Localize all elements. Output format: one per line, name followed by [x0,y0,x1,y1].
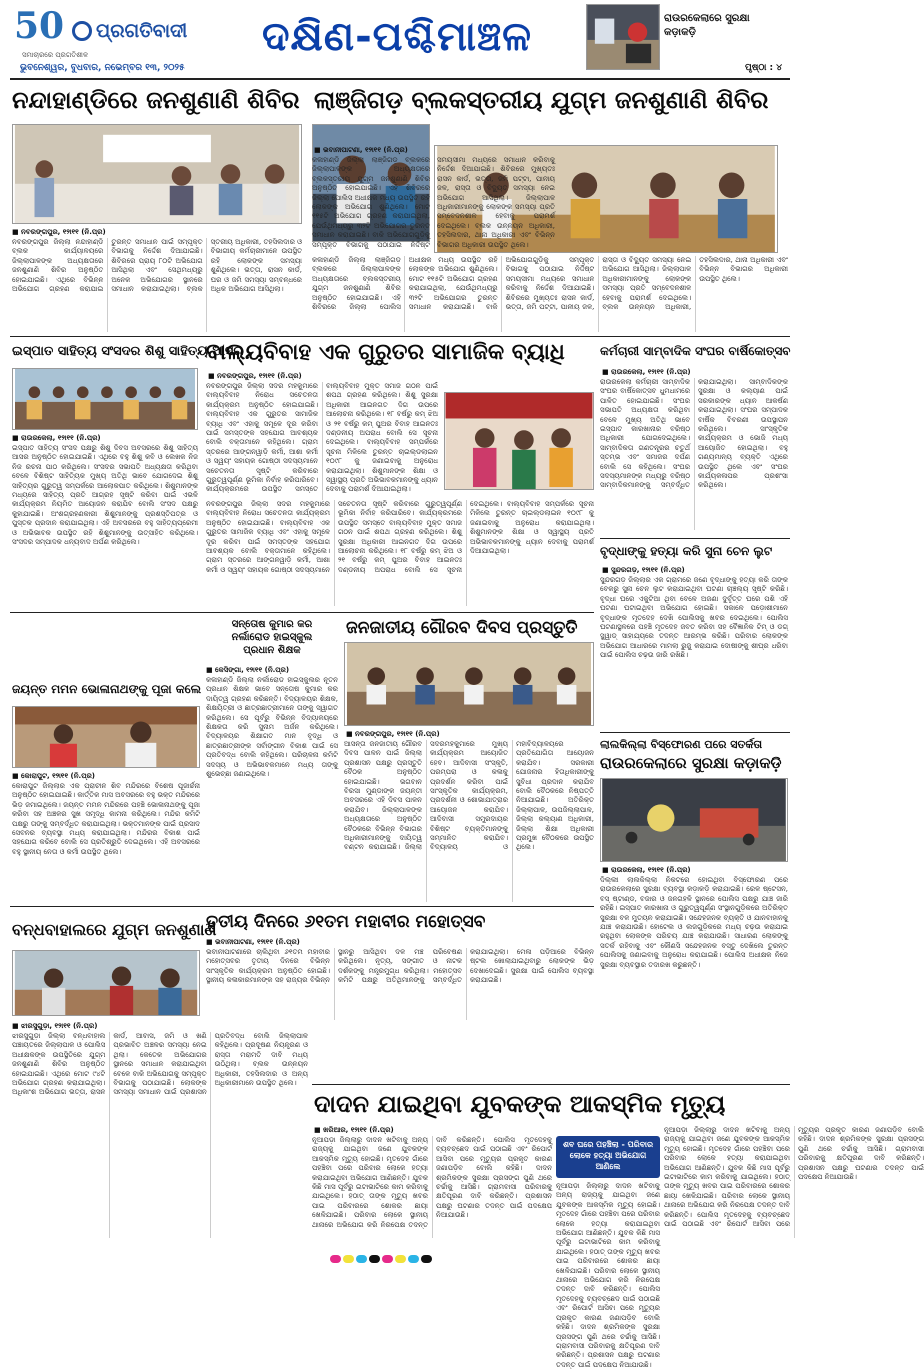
body-mahabir-mahotsav: ଭବାନୀପାଟଣାରେ ଚାଲିଥିବା ୬୧ତମ ମହାବୀର ମହୋତ୍ସବର ତୃତୀୟ ଦିନରେ ବିଭିନ୍ନ ସାଂସ୍କୃତିକ କାର୍ଯ୍ୟକ୍ରମ ଅନୁଷ୍ଠିତ ହୋଇଛି। ସ୍ଥାନୀୟ କଳାକାରମାନଙ୍କ ସହ ରାଜ୍ୟର ବିଭିନ୍ନ ସ୍ଥାନରୁ ଆସିଥିବା ଦଳ ମଞ୍ଚ ପରିବେଷଣ କରିଥିଲେ। ନୃତ୍ୟ, ସଙ୍ଗୀତ ଓ ନାଟକ ଦର୍ଶକଙ୍କୁ ମନ୍ତ୍ରମୁଗ୍ଧ କରିଥିଲା। ମହୋତ୍ସବ କମିଟି ପକ୍ଷରୁ ଅତିଥିମାନଙ୍କୁ ସମ୍ବର୍ଦ୍ଧିତ କରାଯାଇଥିଲା। ମେଳା ପଡ଼ିଆରେ ବିଭିନ୍ନ ଷ୍ଟଲ ଖୋଲାଯାଇଥିବାରୁ ଲୋକଙ୍କ ଭିଡ଼ ଦେଖାଦେଇଛି। ସୁରକ୍ଷା ପାଇଁ ପୋଲିସ ବ୍ୟବସ୍ଥା କରାଯାଇଛି। [206,948,594,985]
byline-sambadika-sangha: ■ ରାଉରକେଲା, ୧୨ା୧୧ (ନି.ପ୍ର) [602,368,691,376]
subheadline-lalkila: ରାଉରକେଲାରେ ସୁରକ୍ଷା କଡ଼ାକଡ଼ି [600,754,782,772]
anniversary-logo [14,6,70,48]
row1-rule [10,336,790,337]
photo-nandahandi [12,124,302,224]
body-lanjigarh: କଳାହାଣ୍ଡି ଜିଲ୍ଲା ଲାଞ୍ଜିଗଡ଼ ବ୍ଲକରେ ଜିଲ୍ଲାପାଳଙ୍କ ଅଧ୍ୟକ୍ଷତାରେ ବ୍ଲକସ୍ତରୀୟ ଯୁଗ୍ମ ଜନଶୁଣାଣି ଶିବିର ଅନୁଷ୍ଠିତ ହୋଇଯାଇଛି। ଏହି ଶିବିରରେ ଜିଲ୍ଲା ପୋଲିସ ଅଧୀକ୍ଷକ ମଧ୍ୟ ଉପସ୍ଥିତ ରହି ଲୋକଙ୍କ ଅଭିଯୋଗ ଶୁଣିଥିଲେ। ମୋଟ ୧୧୫ଟି ଅଭିଯୋଗ ଗ୍ରହଣ କରାଯାଇଥିଲା, ଯେଉଁଥିମଧ୍ୟରୁ ୩୨ଟି ଅଭିଯୋଗର ତୁରନ୍ତ ସମାଧାନ କରାଯାଇଛି। ବାକି ଅଭିଯୋଗଗୁଡ଼ିକୁ ସମ୍ପୃକ୍ତ ବିଭାଗକୁ ପଠାଯାଇ ନିର୍ଦ୍ଦିଷ୍ଟ ସମୟସୀମା ମଧ୍ୟରେ ସମାଧାନ କରିବାକୁ ନିର୍ଦ୍ଦେଶ ଦିଆଯାଇଛି। ଶିବିରରେ ମୁଖ୍ୟତଃ ରାସନ କାର୍ଡ, ଭତ୍ତା, ଜମି ପଟ୍ଟା, ପାନୀୟ ଜଳ, ରାସ୍ତା ଓ ବିଦ୍ୟୁତ ସମସ୍ୟା ନେଇ ଅଭିଯୋଗ ଆସିଥିଲା। ଜିଲ୍ଲାପାଳ ଅଧିକାରୀମାନଙ୍କୁ ଲୋକଙ୍କ ସମସ୍ୟା ପ୍ରତି ସମ୍ବେଦନଶୀଳ ହେବାକୁ ପରାମର୍ଶ ଦେଇଥିଲେ। ବ୍ଲକ ଉନ୍ନୟନ ଅଧିକାରୀ, ତହସିଲଦାର, ଥାନା ଅଧିକାରୀ ଏବଂ ବିଭିନ୍ନ ବିଭାଗର ଅଧିକାରୀ ଉପସ୍ଥିତ ଥିଲେ। [312,256,788,312]
lalkila-rule [600,732,790,733]
row4-rule [312,1084,790,1085]
headline-briddha-hatya: ବୃଦ୍ଧାଙ୍କୁ ହତ୍ୟା କରି ସୁନା ଚେନ ଲୁଟ [600,544,773,558]
photo-balya-bibaha [444,392,594,490]
byline-lalkila: ■ ରାଉରକେଲା, ୧୨ା୧୧ (ନି.ପ୍ର) [602,866,691,874]
masthead-rule [10,78,790,80]
promo-photo [586,4,660,70]
byline-bandhabahal: ■ ଝାରସୁଗୁଡ଼ା, ୧୨ା୧୧ (ନି.ପ୍ର) [12,1022,98,1030]
row2-right-rule [600,538,790,539]
photo-jayanta-mamana [12,706,200,768]
color-registration-bar [330,1248,434,1267]
body-bandhabahal: ଝାରସୁଗୁଡ଼ା ଜିଲ୍ଲା ବନ୍ଧବାହାଲ ପଞ୍ଚାୟତରେ ଜିଲ୍ଲାପାଳ ଓ ପୋଲିସ ଅଧୀକ୍ଷକଙ୍କ ଉପସ୍ଥିତିରେ ଯୁଗ୍ମ ଜନଶୁଣାଣି ଶିବିର ଅନୁଷ୍ଠିତ ହୋଇଯାଇଛି। ଏଥିରେ ମୋଟ ୯୪ଟି ଅଭିଯୋଗ ଗ୍ରହଣ କରାଯାଇଥିଲା। ଅଧିକାଂଶ ଅଭିଯୋଗ ଭତ୍ତା, ରାସନ କାର୍ଡ, ଆବାସ, ଜମି ଓ ଖଣି ପ୍ରଭାବିତ ଅଞ୍ଚଳର ସମସ୍ୟା ନେଇ ଥିଲା। କେତେକ ଅଭିଯୋଗର ସ୍ଥାନରେ ସମାଧାନ କରାଯାଇଥିବା ବେଳେ ବାକି ଅଭିଯୋଗକୁ ସମ୍ପୃକ୍ତ ବିଭାଗକୁ ପଠାଯାଇଛି। ଲୋକଙ୍କ ସମସ୍ୟା ସମାଧାନ ପାଇଁ ପ୍ରଶାସନ ପ୍ରତିବଦ୍ଧ ବୋଲି ଜିଲ୍ଲାପାଳ କହିଥିଲେ। ପ୍ରଦୂଷଣ ନିୟନ୍ତ୍ରଣ ଓ ରାସ୍ତା ମରାମତି ଦାବି ମଧ୍ୟ ଉଠିଥିଲା। ବ୍ଲକ ଉନ୍ନୟନ ଅଧିକାରୀ, ତହସିଲଦାର ଓ ଅନ୍ୟ ଅଧିକାରୀମାନେ ଉପସ୍ଥିତ ଥିଲେ। [12,1032,308,1097]
paper-logo-icon [72,21,92,41]
body-jayanta-mamana: କୋରାପୁଟ ଜିଲ୍ଲାର ଏକ ପ୍ରାଚୀନ ଶିବ ମନ୍ଦିରରେ ବିଶେଷ ପୂଜାର୍ଚ୍ଚନା ଅନୁଷ୍ଠିତ ହୋଇଯାଇଛି। କାର୍ତ୍ତିକ ମାସ ଅବସରରେ ବହୁ ଭକ୍ତ ମନ୍ଦିରରେ ଭିଡ଼ ଜମାଇଥିଲେ। ଜୟନ୍ତ ମମନ ମନ୍ଦିରରେ ପହଞ୍ଚି ଭୋଳାନାଥଙ୍କୁ ପୂଜା କରିବା ସହ ଅଞ୍ଚଳର ସୁଖ ସମୃଦ୍ଧି କାମନା କରିଥିଲେ। ମନ୍ଦିର କମିଟି ପକ୍ଷରୁ ତାଙ୍କୁ ସମ୍ବର୍ଦ୍ଧିତ କରାଯାଇଥିଲା। ଭକ୍ତମାନଙ୍କ ପାଇଁ ପ୍ରସାଦ ସେବନର ବ୍ୟବସ୍ଥା ମଧ୍ୟ କରାଯାଇଥିଲା। ମନ୍ଦିରର ବିକାଶ ପାଇଁ ସହଯୋଗ କରିବେ ବୋଲି ସେ ପ୍ରତିଶ୍ରୁତି ଦେଇଥିଲେ। ଏହି ଅବସରରେ ବହୁ ସ୍ଥାନୀୟ ନେତା ଓ କର୍ମୀ ଉପସ୍ଥିତ ଥିଲେ। [12,782,200,856]
byline-lanjigarh: ■ ଭବାନୀପାଟଣା, ୧୨ା୧୧ (ନି.ପ୍ର) [314,146,408,154]
headline-sambadika-sangha: କର୍ମଚାରୀ ସାମ୍ବାଦିକ ସଂଘର ବାର୍ଷିକୋତ୍ସବ [600,344,791,358]
body-dadana-mrutyu: ନୂଆପଡ଼ା ଜିଲ୍ଲାରୁ ଦାଦନ ଖଟିବାକୁ ଅନ୍ୟ ରାଜ୍ୟକୁ ଯାଇଥିବା ଜଣେ ଯୁବକଙ୍କ ଆକସ୍ମିକ ମୃତ୍ୟୁ ହୋଇଛି। ମୃତଦେହ ଗାଁରେ ପହଞ୍ଚିବା ପରେ ପରିବାର ଲୋକେ ହତ୍ୟା କରାଯାଇଥିବା ଅଭିଯୋଗ ଆଣିଛନ୍ତି। ଯୁବକ କିଛି ମାସ ପୂର୍ବରୁ ଇଟାଭାଟିରେ କାମ କରିବାକୁ ଯାଇଥିଲେ। ହଠାତ୍ ତାଙ୍କ ମୃତ୍ୟୁ ଖବର ପାଇ ପରିବାରରେ ଶୋକର ଛାୟା ଖେଳିଯାଇଛି। ପରିବାର ଲୋକେ ସ୍ଥାନୀୟ ଥାନାରେ ଅଭିଯୋଗ କରି ନିରପେକ୍ଷ ତଦନ୍ତ ଦାବି କରିଛନ୍ତି। ପୋଲିସ ମୃତଦେହକୁ ବ୍ୟବଚ୍ଛେଦ ପାଇଁ ପଠାଇଛି ଏବଂ ରିପୋର୍ଟ ଆସିବା ପରେ ମୃତ୍ୟୁର ପ୍ରକୃତ କାରଣ ଜଣାପଡ଼ିବ ବୋଲି କହିଛି। ଦାଦନ ଶ୍ରମିକଙ୍କ ସୁରକ୍ଷା ପ୍ରସଙ୍ଗ ପୁଣି ଥରେ ଚର୍ଚ୍ଚାକୁ ଆସିଛି। ଗ୍ରାମବାସୀ ପରିବାରକୁ କ୍ଷତିପୂରଣ ଦାବି କରିଛନ୍ତି। ପ୍ରଶାସନ ପକ୍ଷରୁ ଘଟଣାର ତଦନ୍ତ ପାଇଁ ପଦକ୍ଷେପ ନିଆଯାଉଛି। [312,1136,552,1229]
masthead [0,0,800,80]
byline-sahitya-asar: ■ ରାଉରକେଲା, ୧୨ା୧୧ (ନି.ପ୍ର) [12,434,101,442]
photo-lalkila [600,778,788,862]
body-lanjigarh-top: କଳାହାଣ୍ଡି ଜିଲ୍ଲା ଲାଞ୍ଜିଗଡ଼ ବ୍ଲକରେ ଜିଲ୍ଲାପାଳଙ୍କ ଅଧ୍ୟକ୍ଷତାରେ ବ୍ଲକସ୍ତରୀୟ ଯୁଗ୍ମ ଜନଶୁଣାଣି ଶିବିର ଅନୁଷ୍ଠିତ ହୋଇଯାଇଛି। ଏହି ଶିବିରରେ ଜିଲ୍ଲା ପୋଲିସ ଅଧୀକ୍ଷକ ମଧ୍ୟ ଉପସ୍ଥିତ ରହି ଲୋକଙ୍କ ଅଭିଯୋଗ ଶୁଣିଥିଲେ। ମୋଟ ୧୧୫ଟି ଅଭିଯୋଗ ଗ୍ରହଣ କରାଯାଇଥିଲା, ଯେଉଁଥିମଧ୍ୟରୁ ୩୨ଟି ଅଭିଯୋଗର ତୁରନ୍ତ ସମାଧାନ କରାଯାଇଛି। ବାକି ଅଭିଯୋଗଗୁଡ଼ିକୁ ସମ୍ପୃକ୍ତ ବିଭାଗକୁ ପଠାଯାଇ ନିର୍ଦ୍ଦିଷ୍ଟ [312,156,430,249]
photo-sahitya-asar [12,368,198,430]
body-dadana-mrutyu-right: ନୂଆପଡ଼ା ଜିଲ୍ଲାରୁ ଦାଦନ ଖଟିବାକୁ ଅନ୍ୟ ରାଜ୍ୟକୁ ଯାଇଥିବା ଜଣେ ଯୁବକଙ୍କ ଆକସ୍ମିକ ମୃତ୍ୟୁ ହୋଇଛି। ମୃତଦେହ ଗାଁରେ ପହଞ୍ଚିବା ପରେ ପରିବାର ଲୋକେ ହତ୍ୟା କରାଯାଇଥିବା ଅଭିଯୋଗ ଆଣିଛନ୍ତି। ଯୁବକ କିଛି ମାସ ପୂର୍ବରୁ ଇଟାଭାଟିରେ କାମ କରିବାକୁ ଯାଇଥିଲେ। ହଠାତ୍ ତାଙ୍କ ମୃତ୍ୟୁ ଖବର ପାଇ ପରିବାରରେ ଶୋକର ଛାୟା ଖେଳିଯାଇଛି। ପରିବାର ଲୋକେ ସ୍ଥାନୀୟ ଥାନାରେ ଅଭିଯୋଗ କରି ନିରପେକ୍ଷ ତଦନ୍ତ ଦାବି କରିଛନ୍ତି। ପୋଲିସ ମୃତଦେହକୁ ବ୍ୟବଚ୍ଛେଦ ପାଇଁ ପଠାଇଛି ଏବଂ ରିପୋର୍ଟ ଆସିବା ପରେ ମୃତ୍ୟୁର ପ୍ରକୃତ କାରଣ ଜଣାପଡ଼ିବ ବୋଲି କହିଛି। ଦାଦନ ଶ୍ରମିକଙ୍କ ସୁରକ୍ଷା ପ୍ରସଙ୍ଗ ପୁଣି ଥରେ ଚର୍ଚ୍ଚାକୁ ଆସିଛି। ଗ୍ରାମବାସୀ ପରିବାରକୁ କ୍ଷତିପୂରଣ ଦାବି କରିଛନ୍ତି। ପ୍ରଶାସନ ପକ୍ଷରୁ ଘଟଣାର ତଦନ୍ତ ପାଇଁ ପଦକ୍ଷେପ ନିଆଯାଉଛି। [664,1126,924,1229]
photo-janajatiya-gourab [344,642,594,726]
body-nandahandi: ନବରଙ୍ଗପୁର ଜିଲ୍ଲା ନନ୍ଦାହାଣ୍ଡି ବ୍ଲକ କାର୍ଯ୍ୟାଳୟରେ ଜିଲ୍ଲାପାଳଙ୍କ ଅଧ୍ୟକ୍ଷତାରେ ଜନଶୁଣାଣି ଶିବିର ଅନୁଷ୍ଠିତ ହୋଇଯାଇଛି। ଏଥିରେ ବିଭିନ୍ନ ଅଭିଯୋଗ ଗ୍ରହଣ କରାଯାଇ ତୁରନ୍ତ ସମାଧାନ ପାଇଁ ସମ୍ପୃକ୍ତ ବିଭାଗକୁ ନିର୍ଦ୍ଦେଶ ଦିଆଯାଇଛି। ଶିବିରରେ ପ୍ରାୟ ୮୦ଟି ଅଭିଯୋଗ ଆସିଥିଲା ଏବଂ ସେଥିମଧ୍ୟରୁ ଅନେକ ଅଭିଯୋଗର ସ୍ଥାନରେ ସମାଧାନ କରାଯାଇଥିଲା। ବ୍ଲକ ସ୍ତରୀୟ ଅଧିକାରୀ, ତହସିଲଦାର ଓ ବିଭାଗୀୟ କର୍ମଚାରୀମାନେ ଉପସ୍ଥିତ ରହି ଲୋକଙ୍କ ସମସ୍ୟା ଶୁଣିଥିଲେ। ଭତ୍ତା, ରାସନ କାର୍ଡ, ଘର ଓ ଜମି ସମସ୍ୟା ସମ୍ବନ୍ଧରେ ଅଧିକ ଅଭିଯୋଗ ଆସିଥିଲା। [12,238,302,294]
section-title: ଦକ୍ଷିଣ-ପଶ୍ଚିମାଞ୍ଚଳ [262,14,533,60]
page-label: ପୃଷ୍ଠା : ୪ [745,63,783,73]
anniversary-number: 50 [14,5,65,47]
body-balya-bibaha: ନବରଙ୍ଗପୁର ଜିଲ୍ଲା ସଦର ମହକୁମାରେ ବାଲ୍ୟବିବାହ ନିରୋଧ ସଚେତନତା କାର୍ଯ୍ୟକ୍ରମ ଅନୁଷ୍ଠିତ ହୋଇଯାଇଛି। ବାଲ୍ୟବିବାହ ଏକ ଗୁରୁତର ସାମାଜିକ ବ୍ୟାଧି ଏବଂ ଏହାକୁ ସମୂଳେ ଦୂର କରିବା ପାଇଁ ସମସ୍ତଙ୍କ ସହଯୋଗ ଆବଶ୍ୟକ ବୋଲି ବକ୍ତାମାନେ କହିଥିଲେ। ଗ୍ରାମ ସ୍ତରରେ ଆଙ୍ଗନୱାଡ଼ି କର୍ମୀ, ଆଶା କର୍ମୀ ଓ ସ୍ୱୟଂ ସହାୟକ ଗୋଷ୍ଠୀ ସଦସ୍ୟମାନେ ସଚେତନତା ସୃଷ୍ଟି କରିବାରେ ଗୁରୁତ୍ୱପୂର୍ଣ୍ଣ ଭୂମିକା ନିର୍ବାହ କରିପାରିବେ। କାର୍ଯ୍ୟକ୍ରମରେ ଉପସ୍ଥିତ ସମସ୍ତେ ବାଲ୍ୟବିବାହ ମୁକ୍ତ ସମାଜ ଗଠନ ପାଇଁ ଶପଥ ଗ୍ରହଣ କରିଥିଲେ। ଶିଶୁ ସୁରକ୍ଷା ଅଧିକାରୀ ଆଇନଗତ ଦିଗ ଉପରେ ଆଲୋଚନା କରିଥିଲେ। ୧୮ ବର୍ଷରୁ କମ୍ ଝିଅ ଓ ୨୧ ବର୍ଷରୁ କମ୍ ପୁଅର ବିବାହ ଆଇନତଃ ଦଣ୍ଡନୀୟ ଅପରାଧ ବୋଲି ସେ ସୂଚନା ଦେଇଥିଲେ। ବାଲ୍ୟବିବାହ ସମ୍ପର୍କରେ ସୂଚନା ମିଳିଲେ ତୁରନ୍ତ ଚାଇଲ୍ଡଲାଇନ ୧୦୯୮ କୁ ଜଣାଇବାକୁ ଅନୁରୋଧ କରାଯାଇଥିଲା। ଶିଶୁମାନଙ୍କ ଶିକ୍ଷା ଓ ସ୍ୱାସ୍ଥ୍ୟ ପ୍ରତି ଅଭିଭାବକମାନଙ୍କୁ ଧ୍ୟାନ ଦେବାକୁ ପରାମର୍ଶ ଦିଆଯାଇଥିଲା। [206,382,438,494]
dateline: ଭୁବନେଶ୍ୱର, ବୁଧବାର, ନଭେମ୍ବର ୧୩, ୨୦୨୫ [20,63,185,73]
headline-janajatiya-gourab: ଜନଜାତୀୟ ଗୌରବ ଦିବସ ପ୍ରସ୍ତୁତି [346,618,578,638]
byline-nandahandi: ■ ନବରଙ୍ଗପୁର, ୧୨ା୧୧ (ନି.ପ୍ର) [12,228,106,236]
body-balya-bibaha-lower: ନବରଙ୍ଗପୁର ଜିଲ୍ଲା ସଦର ମହକୁମାରେ ବାଲ୍ୟବିବାହ ନିରୋଧ ସଚେତନତା କାର୍ଯ୍ୟକ୍ରମ ଅନୁଷ୍ଠିତ ହୋଇଯାଇଛି। ବାଲ୍ୟବିବାହ ଏକ ଗୁରୁତର ସାମାଜିକ ବ୍ୟାଧି ଏବଂ ଏହାକୁ ସମୂଳେ ଦୂର କରିବା ପାଇଁ ସମସ୍ତଙ୍କ ସହଯୋଗ ଆବଶ୍ୟକ ବୋଲି ବକ୍ତାମାନେ କହିଥିଲେ। ଗ୍ରାମ ସ୍ତରରେ ଆଙ୍ଗନୱାଡ଼ି କର୍ମୀ, ଆଶା କର୍ମୀ ଓ ସ୍ୱୟଂ ସହାୟକ ଗୋଷ୍ଠୀ ସଦସ୍ୟମାନେ ସଚେତନତା ସୃଷ୍ଟି କରିବାରେ ଗୁରୁତ୍ୱପୂର୍ଣ୍ଣ ଭୂମିକା ନିର୍ବାହ କରିପାରିବେ। କାର୍ଯ୍ୟକ୍ରମରେ ଉପସ୍ଥିତ ସମସ୍ତେ ବାଲ୍ୟବିବାହ ମୁକ୍ତ ସମାଜ ଗଠନ ପାଇଁ ଶପଥ ଗ୍ରହଣ କରିଥିଲେ। ଶିଶୁ ସୁରକ୍ଷା ଅଧିକାରୀ ଆଇନଗତ ଦିଗ ଉପରେ ଆଲୋଚନା କରିଥିଲେ। ୧୮ ବର୍ଷରୁ କମ୍ ଝିଅ ଓ ୨୧ ବର୍ଷରୁ କମ୍ ପୁଅର ବିବାହ ଆଇନତଃ ଦଣ୍ଡନୀୟ ଅପରାଧ ବୋଲି ସେ ସୂଚନା ଦେଇଥିଲେ। ବାଲ୍ୟବିବାହ ସମ୍ପର୍କରେ ସୂଚନା ମିଳିଲେ ତୁରନ୍ତ ଚାଇଲ୍ଡଲାଇନ ୧୦୯୮ କୁ ଜଣାଇବାକୁ ଅନୁରୋଧ କରାଯାଇଥିଲା। ଶିଶୁମାନଙ୍କ ଶିକ୍ଷା ଓ ସ୍ୱାସ୍ଥ୍ୟ ପ୍ରତି ଅଭିଭାବକମାନଙ୍କୁ ଧ୍ୟାନ ଦେବାକୁ ପରାମର୍ଶ ଦିଆଯାଇଥିଲା। [206,500,594,574]
callout-text: ଶବ ଘରେ ପହଞ୍ଚିଲା - ପରିବାର ଲୋକେ ହତ୍ୟା ଅଭିଯୋଗ ଆଣିଲେ [562,1140,654,1171]
body-janajatiya-gourab: ଆସନ୍ତା ଜନଜାତୀୟ ଗୌରବ ଦିବସ ପାଳନ ପାଇଁ ଜିଲ୍ଲା ପ୍ରଶାସନ ପକ୍ଷରୁ ପ୍ରସ୍ତୁତି ବୈଠକ ଅନୁଷ୍ଠିତ ହୋଇଯାଇଛି। ଭଗବାନ ବିରସା ମୁଣ୍ଡାଙ୍କ ଜୟନ୍ତୀ ଅବସରରେ ଏହି ଦିବସ ପାଳନ କରାଯିବ। ଜିଲ୍ଲାପାଳଙ୍କ ଅଧ୍ୟକ୍ଷତାରେ ଅନୁଷ୍ଠିତ ବୈଠକରେ ବିଭିନ୍ନ ବିଭାଗର ଅଧିକାରୀମାନଙ୍କୁ ଦାୟିତ୍ୱ ବଣ୍ଟନ କରାଯାଇଛି। ଜିଲ୍ଲା ସଦରମହକୁମାରେ ମୁଖ୍ୟ କାର୍ଯ୍ୟକ୍ରମ ଆୟୋଜିତ ହେବ। ଆଦିବାସୀ ସଂସ୍କୃତି, ପରମ୍ପରା ଓ କଳାକୁ ପ୍ରଦର୍ଶନ କରିବା ପାଇଁ ସାଂସ୍କୃତିକ କାର୍ଯ୍ୟକ୍ରମ, ପ୍ରଦର୍ଶନୀ ଓ ଶୋଭାଯାତ୍ରାର ଆୟୋଜନ କରାଯିବ। ଆଦିବାସୀ ସମ୍ପ୍ରଦାୟର ବିଶିଷ୍ଟ ବ୍ୟକ୍ତିମାନଙ୍କୁ ସମ୍ମାନିତ କରାଯିବ। ବିଦ୍ୟାଳୟ ଓ ମହାବିଦ୍ୟାଳୟରେ ପ୍ରତିଯୋଗିତା ଆୟୋଜନ କରାଯିବ। ସରକାରୀ ଯୋଜନାର ହିତାଧିକାରୀଙ୍କୁ ସୁବିଧା ପ୍ରଦାନ କରାଯିବ ବୋଲି ବୈଠକରେ ନିଷ୍ପତ୍ତି ନିଆଯାଇଛି। ଅତିରିକ୍ତ ଜିଲ୍ଲାପାଳ, ଉପଜିଲ୍ଲାପାଳ, ଜିଲ୍ଲା କଲ୍ୟାଣ ଅଧିକାରୀ, ଜିଲ୍ଲା ଶିକ୍ଷା ଅଧିକାରୀ ପ୍ରମୁଖ ବୈଠକରେ ଉପସ୍ଥିତ ଥିଲେ। [344,740,594,852]
body-dadana-mrutyu-lower: ନୂଆପଡ଼ା ଜିଲ୍ଲାରୁ ଦାଦନ ଖଟିବାକୁ ଅନ୍ୟ ରାଜ୍ୟକୁ ଯାଇଥିବା ଜଣେ ଯୁବକଙ୍କ ଆକସ୍ମିକ ମୃତ୍ୟୁ ହୋଇଛି। ମୃତଦେହ ଗାଁରେ ପହଞ୍ଚିବା ପରେ ପରିବାର ଲୋକେ ହତ୍ୟା କରାଯାଇଥିବା ଅଭିଯୋଗ ଆଣିଛନ୍ତି। ଯୁବକ କିଛି ମାସ ପୂର୍ବରୁ ଇଟାଭାଟିରେ କାମ କରିବାକୁ ଯାଇଥିଲେ। ହଠାତ୍ ତାଙ୍କ ମୃତ୍ୟୁ ଖବର ପାଇ ପରିବାରରେ ଶୋକର ଛାୟା ଖେଳିଯାଇଛି। ପରିବାର ଲୋକେ ସ୍ଥାନୀୟ ଥାନାରେ ଅଭିଯୋଗ କରି ନିରପେକ୍ଷ ତଦନ୍ତ ଦାବି କରିଛନ୍ତି। ପୋଲିସ ମୃତଦେହକୁ ବ୍ୟବଚ୍ଛେଦ ପାଇଁ ପଠାଇଛି ଏବଂ ରିପୋର୍ଟ ଆସିବା ପରେ ମୃତ୍ୟୁର ପ୍ରକୃତ କାରଣ ଜଣାପଡ଼ିବ ବୋଲି କହିଛି। ଦାଦନ ଶ୍ରମିକଙ୍କ ସୁରକ୍ଷା ପ୍ରସଙ୍ଗ ପୁଣି ଥରେ ଚର୍ଚ୍ଚାକୁ ଆସିଛି। ଗ୍ରାମବାସୀ ପରିବାରକୁ କ୍ଷତିପୂରଣ ଦାବି କରିଛନ୍ତି। ପ୍ରଶାସନ ପକ୍ଷରୁ ଘଟଣାର ତଦନ୍ତ ପାଇଁ ପଦକ୍ଷେପ ନିଆଯାଉଛି। [556,1182,660,1369]
paper-name: ପ୍ରଗତିବାଦୀ [96,20,188,42]
headline-lanjigarh: ଲାଞ୍ଜିଗଡ଼ ବ୍ଲକସ୍ତରୀୟ ଯୁଗ୍ମ ଜନଶୁଣାଣି ଶିବିର [314,86,769,114]
promo-text: ରାଉରକେଲାରେ ସୁରକ୍ଷା କଡ଼ାକଡ଼ି [664,13,750,38]
headline-sahitya-asar: ଇସ୍ପାତ ସାହିତ୍ୟ ସଂସଦର ଶିଶୁ ସାହିତ୍ୟ ଆସର [12,344,244,359]
headline-jayanta-mamana: ଜୟନ୍ତ ମମନ ଭୋଳାନାଥଙ୍କୁ ପୂଜା କଲେ [12,682,202,696]
photo-bandhabahal [12,950,200,1016]
body-sambadika-sangha: ରାଉରକେଲା କର୍ମଚାରୀ ସାମ୍ବାଦିକ ସଂଘର ବାର୍ଷିକୋତ୍ସବ ଧୁମଧାମରେ ପାଳିତ ହୋଇଯାଇଛି। ସଂଘର ସଭାପତି ଅଧ୍ୟକ୍ଷତା କରିଥିବା ବେଳେ ମୁଖ୍ୟ ଅତିଥି ଭାବେ ଇସ୍ପାତ କାରଖାନାର ବରିଷ୍ଠ ଅଧିକାରୀ ଯୋଗଦେଇଥିଲେ। ସାମ୍ବାଦିକତା ଗଣତନ୍ତ୍ରର ଚତୁର୍ଥ ସ୍ତମ୍ଭ ଏବଂ ସମାଜର ଦର୍ପଣ ବୋଲି ସେ କହିଥିଲେ। ସଂଘର ସଦସ୍ୟମାନଙ୍କ ମଧ୍ୟରୁ ବରିଷ୍ଠ ସାମ୍ବାଦିକମାନଙ୍କୁ ସମ୍ବର୍ଦ୍ଧିତ କରାଯାଇଥିଲା। ସାମ୍ବାଦିକଙ୍କ ସୁରକ୍ଷା ଓ କଲ୍ୟାଣ ପାଇଁ ସରକାରଙ୍କ ଧ୍ୟାନ ଆକର୍ଷଣ କରାଯାଇଥିଲା। ସଂଘର ସମ୍ପାଦକ ବାର୍ଷିକ ବିବରଣୀ ଉପସ୍ଥାପନ କରିଥିଲେ। ସାଂସ୍କୃତିକ କାର୍ଯ୍ୟକ୍ରମ ଓ ଭୋଜି ମଧ୍ୟ ଆୟୋଜିତ ହୋଇଥିଲା। ବହୁ ଗଣ୍ୟମାନ୍ୟ ବ୍ୟକ୍ତି ଏଥିରେ ଉପସ୍ଥିତ ଥିଲେ ଏବଂ ସଂଘର କାର୍ଯ୍ୟକଳାପର ପ୍ରଶଂସା କରିଥିଲେ। [600,378,788,490]
headline-bandhabahal: ବନ୍ଧବାହାଲରେ ଯୁଗ୍ମ ଜନଶୁଣାଣି [12,920,217,939]
row2-rule [10,612,594,613]
body-briddha-hatya: ସୁନ୍ଦରଗଡ଼ ଜିଲ୍ଲାର ଏକ ଗ୍ରାମରେ ଜଣେ ବୃଦ୍ଧାଙ୍କୁ ହତ୍ୟା କରି ତାଙ୍କ ବେକରୁ ସୁନା ଚେନ ଲୁଟ କରାଯାଇଥିବା ଘଟଣା ଚାଞ୍ଚଲ୍ୟ ସୃଷ୍ଟି କରିଛି। ବୃଦ୍ଧା ଘରେ ଏକୁଟିଆ ଥିବା ବେଳେ ଅଜଣା ଦୁର୍ବୃତ୍ତ ଘରେ ପଶି ଏହି ଘଟଣା ଘଟାଇଥିବା ଅଭିଯୋଗ ହୋଇଛି। ସକାଳେ ପଡ଼ୋଶୀମାନେ ବୃଦ୍ଧାଙ୍କ ମୃତଦେହ ଦେଖି ପୋଲିସକୁ ଖବର ଦେଇଥିଲେ। ପୋଲିସ ଘଟଣାସ୍ଥଳରେ ପହଞ୍ଚି ମୃତଦେହ ଜବତ କରିବା ସହ ବୈଜ୍ଞାନିକ ଟିମ୍ ଓ ଡଗ୍ ସ୍କ୍ୱାଡ୍ ସାହାଯ୍ୟରେ ତଦନ୍ତ ଆରମ୍ଭ କରିଛି। ପରିବାର ଲୋକଙ୍କ ଅଭିଯୋଗ ଆଧାରରେ ମାମଲା ରୁଜୁ କରାଯାଇ ଦୋଷୀଙ୍କୁ ଶୀଘ୍ର ଧରିବା ପାଇଁ ପୋଲିସ ଚଢ଼ଉ ଜାରି ରଖିଛି। [600,576,788,660]
byline-briddha-hatya: ■ ସୁନ୍ଦରଗଡ଼, ୧୨ା୧୧ (ନି.ପ୍ର) [602,566,685,574]
byline-dadana-mrutyu: ■ ଖରିଆର, ୧୨ା୧୧ (ନି.ପ୍ର) [314,1126,394,1134]
byline-mahabir-mahotsav: ■ ଭବାନୀପାଟଣା, ୧୨ା୧୧ (ନି.ପ୍ର) [206,938,300,946]
headline-mahabir-mahotsav: ତୃତୀୟ ଦିନରେ ୬୧ତମ ମହାବୀର ମହୋତ୍ସବ [206,912,486,932]
byline-balya-bibaha: ■ ନବରଙ୍ଗପୁର, ୧୨ା୧୧ (ନି.ପ୍ର) [208,372,302,380]
headline-lalkila: ଲାଲକିଲ୍ଲା ବିସ୍ଫୋରଣ ପରେ ସତର୍କତା [600,738,763,751]
byline-santosh-kar: ■ କେସିଙ୍ଗା, ୧୨ା୧୧ (ନି.ପ୍ର) [206,666,290,674]
byline-janajatiya-gourab: ■ ନବରଙ୍ଗପୁର, ୧୨ା୧୧ (ନି.ପ୍ର) [346,730,440,738]
body-sahitya-asar: ଇସ୍ପାତ ସାହିତ୍ୟ ସଂସଦ ପକ୍ଷରୁ ଶିଶୁ ଦିବସ ଅବସରରେ ଶିଶୁ ସାହିତ୍ୟ ଆସର ଅନୁଷ୍ଠିତ ହୋଇଯାଇଛି। ଏଥିରେ ବହୁ ଶିଶୁ କବି ଓ ଲେଖକ ନିଜ ନିଜ ରଚନା ପାଠ କରିଥିଲେ। ସଂସଦର ସଭାପତି ଅଧ୍ୟକ୍ଷତା କରିଥିବା ବେଳେ ବିଶିଷ୍ଟ ସାହିତ୍ୟିକ ମୁଖ୍ୟ ଅତିଥି ଭାବେ ଯୋଗଦେଇ ଶିଶୁ ସାହିତ୍ୟର ଗୁରୁତ୍ୱ ସମ୍ପର୍କରେ ଆଲୋକପାତ କରିଥିଲେ। ଶିଶୁମାନଙ୍କ ମଧ୍ୟରେ ସାହିତ୍ୟ ପ୍ରତି ଆଗ୍ରହ ସୃଷ୍ଟି କରିବା ପାଇଁ ଏଭଳି କାର୍ଯ୍ୟକ୍ରମ ନିୟମିତ ଆୟୋଜନ କରାଯିବ ବୋଲି ସଂସଦ ପକ୍ଷରୁ କୁହାଯାଇଛି। ଅଂଶଗ୍ରହଣକାରୀ ଶିଶୁମାନଙ୍କୁ ପ୍ରଶସ୍ତିପତ୍ର ଓ ପୁସ୍ତକ ପ୍ରଦାନ କରାଯାଇଥିଲା। ଏହି ଅବସରରେ ବହୁ ସାହିତ୍ୟପ୍ରେମୀ ଓ ଅଭିଭାବକ ଉପସ୍ଥିତ ରହି ଶିଶୁମାନଙ୍କୁ ଉତ୍ସାହିତ କରିଥିଲେ। ସଂସଦର ସମ୍ପାଦକ ଧନ୍ୟବାଦ ଅର୍ପଣ କରିଥିଲେ। [12,444,198,547]
headline-nandahandi: ନନ୍ଦାହାଣ୍ଡିରେ ଜନଶୁଣାଣି ଶିବିର [12,86,300,114]
headline-santosh-kar: ସନ୍ତୋଷ କୁମାର କର ନର୍ଲାରୋଡ ହାଇସ୍କୁଲ ପ୍ରଧାନ ଶିକ୍ଷକ [231,619,313,656]
body-lalkila: ଦିଲ୍ଲୀ ଲାଲକିଲ୍ଲା ନିକଟରେ ହୋଇଥିବା ବିସ୍ଫୋରଣ ପରେ ରାଉରକେଲାରେ ସୁରକ୍ଷା ବ୍ୟବସ୍ଥା କଡ଼ାକଡ଼ି କରାଯାଇଛି। ରେଳ ଷ୍ଟେସନ, ବସ୍ ଷ୍ଟାଣ୍ଡ, ବଜାର ଓ ଜନଗହଳି ସ୍ଥାନରେ ପୋଲିସ ପକ୍ଷରୁ ଯାଞ୍ଚ ଜାରି ରହିଛି। ଇସ୍ପାତ କାରଖାନା ଓ ଗୁରୁତ୍ୱପୂର୍ଣ୍ଣ ସଂସ୍ଥାନଗୁଡ଼ିକରେ ଅତିରିକ୍ତ ସୁରକ୍ଷା ବଳ ମୁତୟନ କରାଯାଇଛି। ସନ୍ଦେହଜନକ ବ୍ୟକ୍ତି ଓ ଯାନବାହାନକୁ ଯାଞ୍ଚ କରାଯାଉଛି। ହୋଟେଲ ଓ ଲଜଗୁଡ଼ିକରେ ମଧ୍ୟ ଚଢ଼ଉ କରାଯାଇ ରହୁଥିବା ଲୋକଙ୍କ ପରିଚୟ ଯାଞ୍ଚ କରାଯାଉଛି। ସାଧାରଣ ଲୋକଙ୍କୁ ସତର୍କ ରହିବାକୁ ଏବଂ କୌଣସି ସନ୍ଦେହଜନକ ବସ୍ତୁ ଦେଖିଲେ ତୁରନ୍ତ ପୋଲିସକୁ ଜଣାଇବାକୁ ଅନୁରୋଧ କରାଯାଇଛି। ପୋଲିସ ଅଧୀକ୍ଷକ ନିଜେ ସୁରକ୍ଷା ବ୍ୟବସ୍ଥାର ତଦାରଖ କରୁଛନ୍ତି। [600,876,788,969]
row3-rule [10,906,594,907]
anniversary-label: ସମାଚାରରେ ପ୍ରଗତିଶୀଳ [22,51,89,59]
body-santosh-kar: କଳାହାଣ୍ଡି ଜିଲ୍ଲା ନର୍ଲାରୋଡ ହାଇସ୍କୁଲର ନୂତନ ପ୍ରଧାନ ଶିକ୍ଷକ ଭାବେ ସନ୍ତୋଷ କୁମାର କର ଦାୟିତ୍ୱ ଗ୍ରହଣ କରିଛନ୍ତି। ବିଦ୍ୟାଳୟର ଶିକ୍ଷକ, ଶିକ୍ଷୟିତ୍ରୀ ଓ ଛାତ୍ରଛାତ୍ରୀମାନେ ତାଙ୍କୁ ସ୍ୱାଗତ କରିଥିଲେ। ସେ ପୂର୍ବରୁ ବିଭିନ୍ନ ବିଦ୍ୟାଳୟରେ ଶିକ୍ଷକତା କରି ସୁନାମ ଅର୍ଜନ କରିଥିଲେ। ବିଦ୍ୟାଳୟର ଶିକ୍ଷାଗତ ମାନ ବୃଦ୍ଧି ଓ ଛାତ୍ରଛାତ୍ରୀଙ୍କ ସର୍ବାଙ୍ଗୀନ ବିକାଶ ପାଇଁ ସେ ପ୍ରତିବଦ୍ଧ ବୋଲି କହିଥିଲେ। ପରିଚାଳନା କମିଟି ସଦସ୍ୟ ଓ ଅଭିଭାବକମାନେ ମଧ୍ୟ ତାଙ୍କୁ ଶୁଭେଚ୍ଛା ଜଣାଇଥିଲେ। [206,676,338,779]
headline-dadana-mrutyu: ଦାଦନ ଯାଇଥିବା ଯୁବକଙ୍କ ଆକସ୍ମିକ ମୃତ୍ୟୁ [314,1090,726,1118]
headline-balya-bibaha: ବାଲ୍ୟବିବାହ ଏକ ଗୁରୁତର ସାମାଜିକ ବ୍ୟାଧି [206,340,565,365]
byline-jayanta-mamana: ■ କୋରାପୁଟ, ୧୨ା୧୧ (ନି.ପ୍ର) [12,772,95,780]
callout-dadana-mrutyu [556,1136,660,1178]
